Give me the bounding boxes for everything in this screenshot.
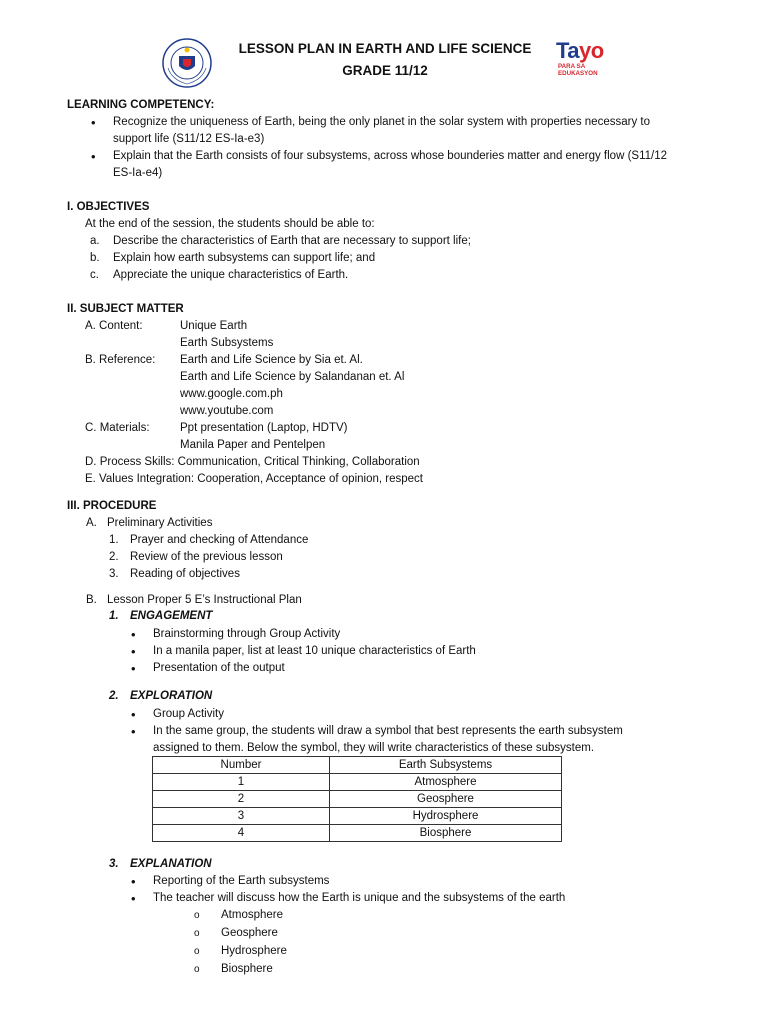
reference-label: B. Reference:: [85, 354, 156, 366]
logo-sub-line2: EDUKASYON: [558, 70, 598, 77]
objectives-heading: I. OBJECTIVES: [67, 201, 150, 213]
objective-item-b: Explain how earth subsystems can support life; and: [113, 252, 376, 264]
logo-text-b: yo: [579, 38, 604, 63]
values-integration: E. Values Integration: Cooperation, Acceptance of opinion, respect: [85, 473, 423, 485]
content-value-2: Earth Subsystems: [180, 337, 274, 349]
table-header-subsystem: Earth Subsystems: [330, 757, 562, 774]
explanation-subitem: o Hydrosphere: [221, 943, 287, 960]
reference-value-3: www.google.com.ph: [180, 388, 283, 400]
competency-item-1-cont: support life (S11/12 ES-Ia-e3): [113, 133, 265, 145]
explanation-subitem: o Biosphere: [221, 961, 273, 978]
materials-label: C. Materials:: [85, 422, 150, 434]
prelim-item-3: Reading of objectives: [130, 568, 240, 580]
lesson-title: Lesson Proper 5 E’s Instructional Plan: [107, 594, 302, 606]
explanation-subitem: o Geosphere: [221, 925, 278, 942]
objective-marker-c: c.: [90, 269, 99, 281]
materials-value-2: Manila Paper and Pentelpen: [180, 439, 326, 451]
tayo-logo: [556, 38, 618, 78]
table-cell-subsystem: Atmosphere: [330, 774, 562, 791]
table-cell-subsystem: Geosphere: [330, 791, 562, 808]
explanation-title: EXPLANATION: [130, 858, 212, 870]
logo-sub-line1: PARA SA: [558, 63, 586, 70]
engagement-item-1: • Brainstorming through Group Activity: [153, 626, 340, 643]
exploration-item-1: • Group Activity: [153, 706, 224, 723]
objective-item-c: Appreciate the unique characteristics of Earth.: [113, 269, 349, 281]
explanation-item-1: • Reporting of the Earth subsystems: [153, 873, 329, 890]
exploration-item-2-cont: assigned to them. Below the symbol, they will write characteristics of these subsystem.: [153, 742, 595, 754]
objectives-intro: At the end of the session, the students should be able to:: [85, 218, 375, 230]
procedure-heading: III. PROCEDURE: [67, 500, 157, 512]
reference-value-4: www.youtube.com: [180, 405, 274, 417]
engagement-item-2: • In a manila paper, list at least 10 unique characteristics of Earth: [153, 643, 476, 660]
engagement-title: ENGAGEMENT: [130, 610, 213, 622]
table-cell-number: 1: [153, 774, 330, 791]
content-label: A. Content:: [85, 320, 143, 332]
table-row: [153, 774, 562, 791]
table-header-row: [153, 757, 562, 774]
reference-value-2: Earth and Life Science by Salandanan et. Al: [180, 371, 405, 383]
materials-value-1: Ppt presentation (Laptop, HDTV): [180, 422, 348, 434]
competency-item-1: • Recognize the uniqueness of Earth, being the only planet in the solar system with properties necessary to: [113, 114, 650, 131]
explanation-marker: 3.: [109, 858, 119, 870]
objective-marker-a: a.: [90, 235, 100, 247]
engagement-item-3: • Presentation of the output: [153, 660, 285, 677]
table-header-number: Number: [153, 757, 330, 774]
prelim-item-1: Prayer and checking of Attendance: [130, 534, 309, 546]
logo-text-a: Ta: [556, 38, 580, 63]
exploration-item-2: • In the same group, the students will draw a symbol that best represents the earth subsystem: [153, 723, 623, 740]
competency-item-2: • Explain that the Earth consists of four subsystems, across whose bounderies matter and energy flow (S11/12: [113, 148, 667, 165]
content-value-1: Unique Earth: [180, 320, 248, 332]
prelim-marker-3: 3.: [109, 568, 119, 580]
competency-heading: LEARNING COMPETENCY:: [67, 99, 215, 111]
prelim-marker-1: 1.: [109, 534, 119, 546]
table-row: [153, 808, 562, 825]
prelim-title: Preliminary Activities: [107, 517, 213, 529]
table-row: [153, 791, 562, 808]
objective-marker-b: b.: [90, 252, 100, 264]
table-cell-subsystem: Hydrosphere: [330, 808, 562, 825]
explanation-subitem: o Atmosphere: [221, 907, 283, 924]
page-subtitle: GRADE 11/12: [342, 63, 428, 78]
prelim-marker: A.: [86, 517, 97, 529]
table-row: [153, 825, 562, 842]
prelim-marker-2: 2.: [109, 551, 119, 563]
subject-matter-heading: II. SUBJECT MATTER: [67, 303, 184, 315]
table-cell-subsystem: Biosphere: [330, 825, 562, 842]
deped-seal-icon: [162, 38, 212, 88]
engagement-marker: 1.: [109, 610, 119, 622]
competency-item-2-cont: ES-Ia-e4): [113, 167, 163, 179]
objective-item-a: Describe the characteristics of Earth that are necessary to support life;: [113, 235, 471, 247]
page-title: LESSON PLAN IN EARTH AND LIFE SCIENCE: [238, 41, 532, 56]
exploration-marker: 2.: [109, 690, 119, 702]
process-skills: D. Process Skills: Communication, Critical Thinking, Collaboration: [85, 456, 420, 468]
prelim-item-2: Review of the previous lesson: [130, 551, 283, 563]
table-cell-number: 4: [153, 825, 330, 842]
explanation-item-2: • The teacher will discuss how the Earth is unique and the subsystems of the earth: [153, 890, 565, 907]
lesson-marker: B.: [86, 594, 97, 606]
earth-subsystems-table: [152, 756, 562, 842]
exploration-title: EXPLORATION: [130, 690, 213, 702]
reference-value-1: Earth and Life Science by Sia et. Al.: [180, 354, 363, 366]
table-cell-number: 2: [153, 791, 330, 808]
table-cell-number: 3: [153, 808, 330, 825]
